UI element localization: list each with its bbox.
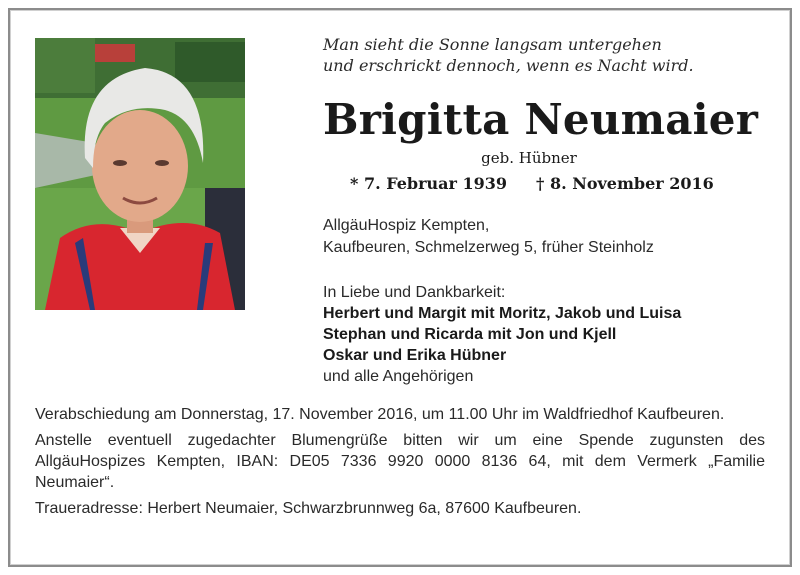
death-date: † 8. November 2016 — [536, 174, 714, 193]
place-of-death — [323, 215, 763, 259]
notices — [35, 404, 765, 524]
mourners-intro: In Liebe und Dankbarkeit: — [323, 284, 506, 301]
mourners-list — [323, 282, 763, 387]
quote-line-2: und erschrickt dennoch, wenn es Nacht wird. — [323, 56, 694, 75]
deceased-name: Brigitta Neumaier — [323, 95, 759, 144]
mourning-address: Traueradresse: Herbert Neumaier, Schwarzbrunnweg 6a, 87600 Kaufbeuren. — [35, 500, 582, 517]
birth-name: geb. Hübner — [481, 149, 577, 167]
donation-notice: Anstelle eventuell zugedachter Blumengrüße bitten wir um eine Spende zugunsten des AllgäuHospizes Kempten, IBAN: DE05 7336 9920 0000 8136 64, mit dem Vermerk „Familie Neumaier“. — [35, 432, 765, 491]
quote-line-1: Man sieht die Sonne langsam untergehen — [323, 35, 662, 54]
location-line-1: AllgäuHospiz Kempten, — [323, 217, 490, 234]
birth-date: * 7. Februar 1939 — [350, 174, 508, 193]
location-line-2: Kaufbeuren, Schmelzerweg 5, früher Steinholz — [323, 239, 654, 256]
family-line: Stephan und Ricarda mit Jon und Kjell — [323, 326, 617, 343]
family-line: Herbert und Margit mit Moritz, Jakob und Luisa — [323, 305, 682, 322]
farewell-notice: Verabschiedung am Donnerstag, 17. November 2016, um 11.00 Uhr im Waldfriedhof Kaufbeuren. — [35, 406, 725, 423]
poem-quote — [323, 34, 763, 76]
family-line: Oskar und Erika Hübner — [323, 347, 507, 364]
portrait-photo — [35, 38, 245, 310]
mourners-closing: und alle Angehörigen — [323, 368, 474, 385]
